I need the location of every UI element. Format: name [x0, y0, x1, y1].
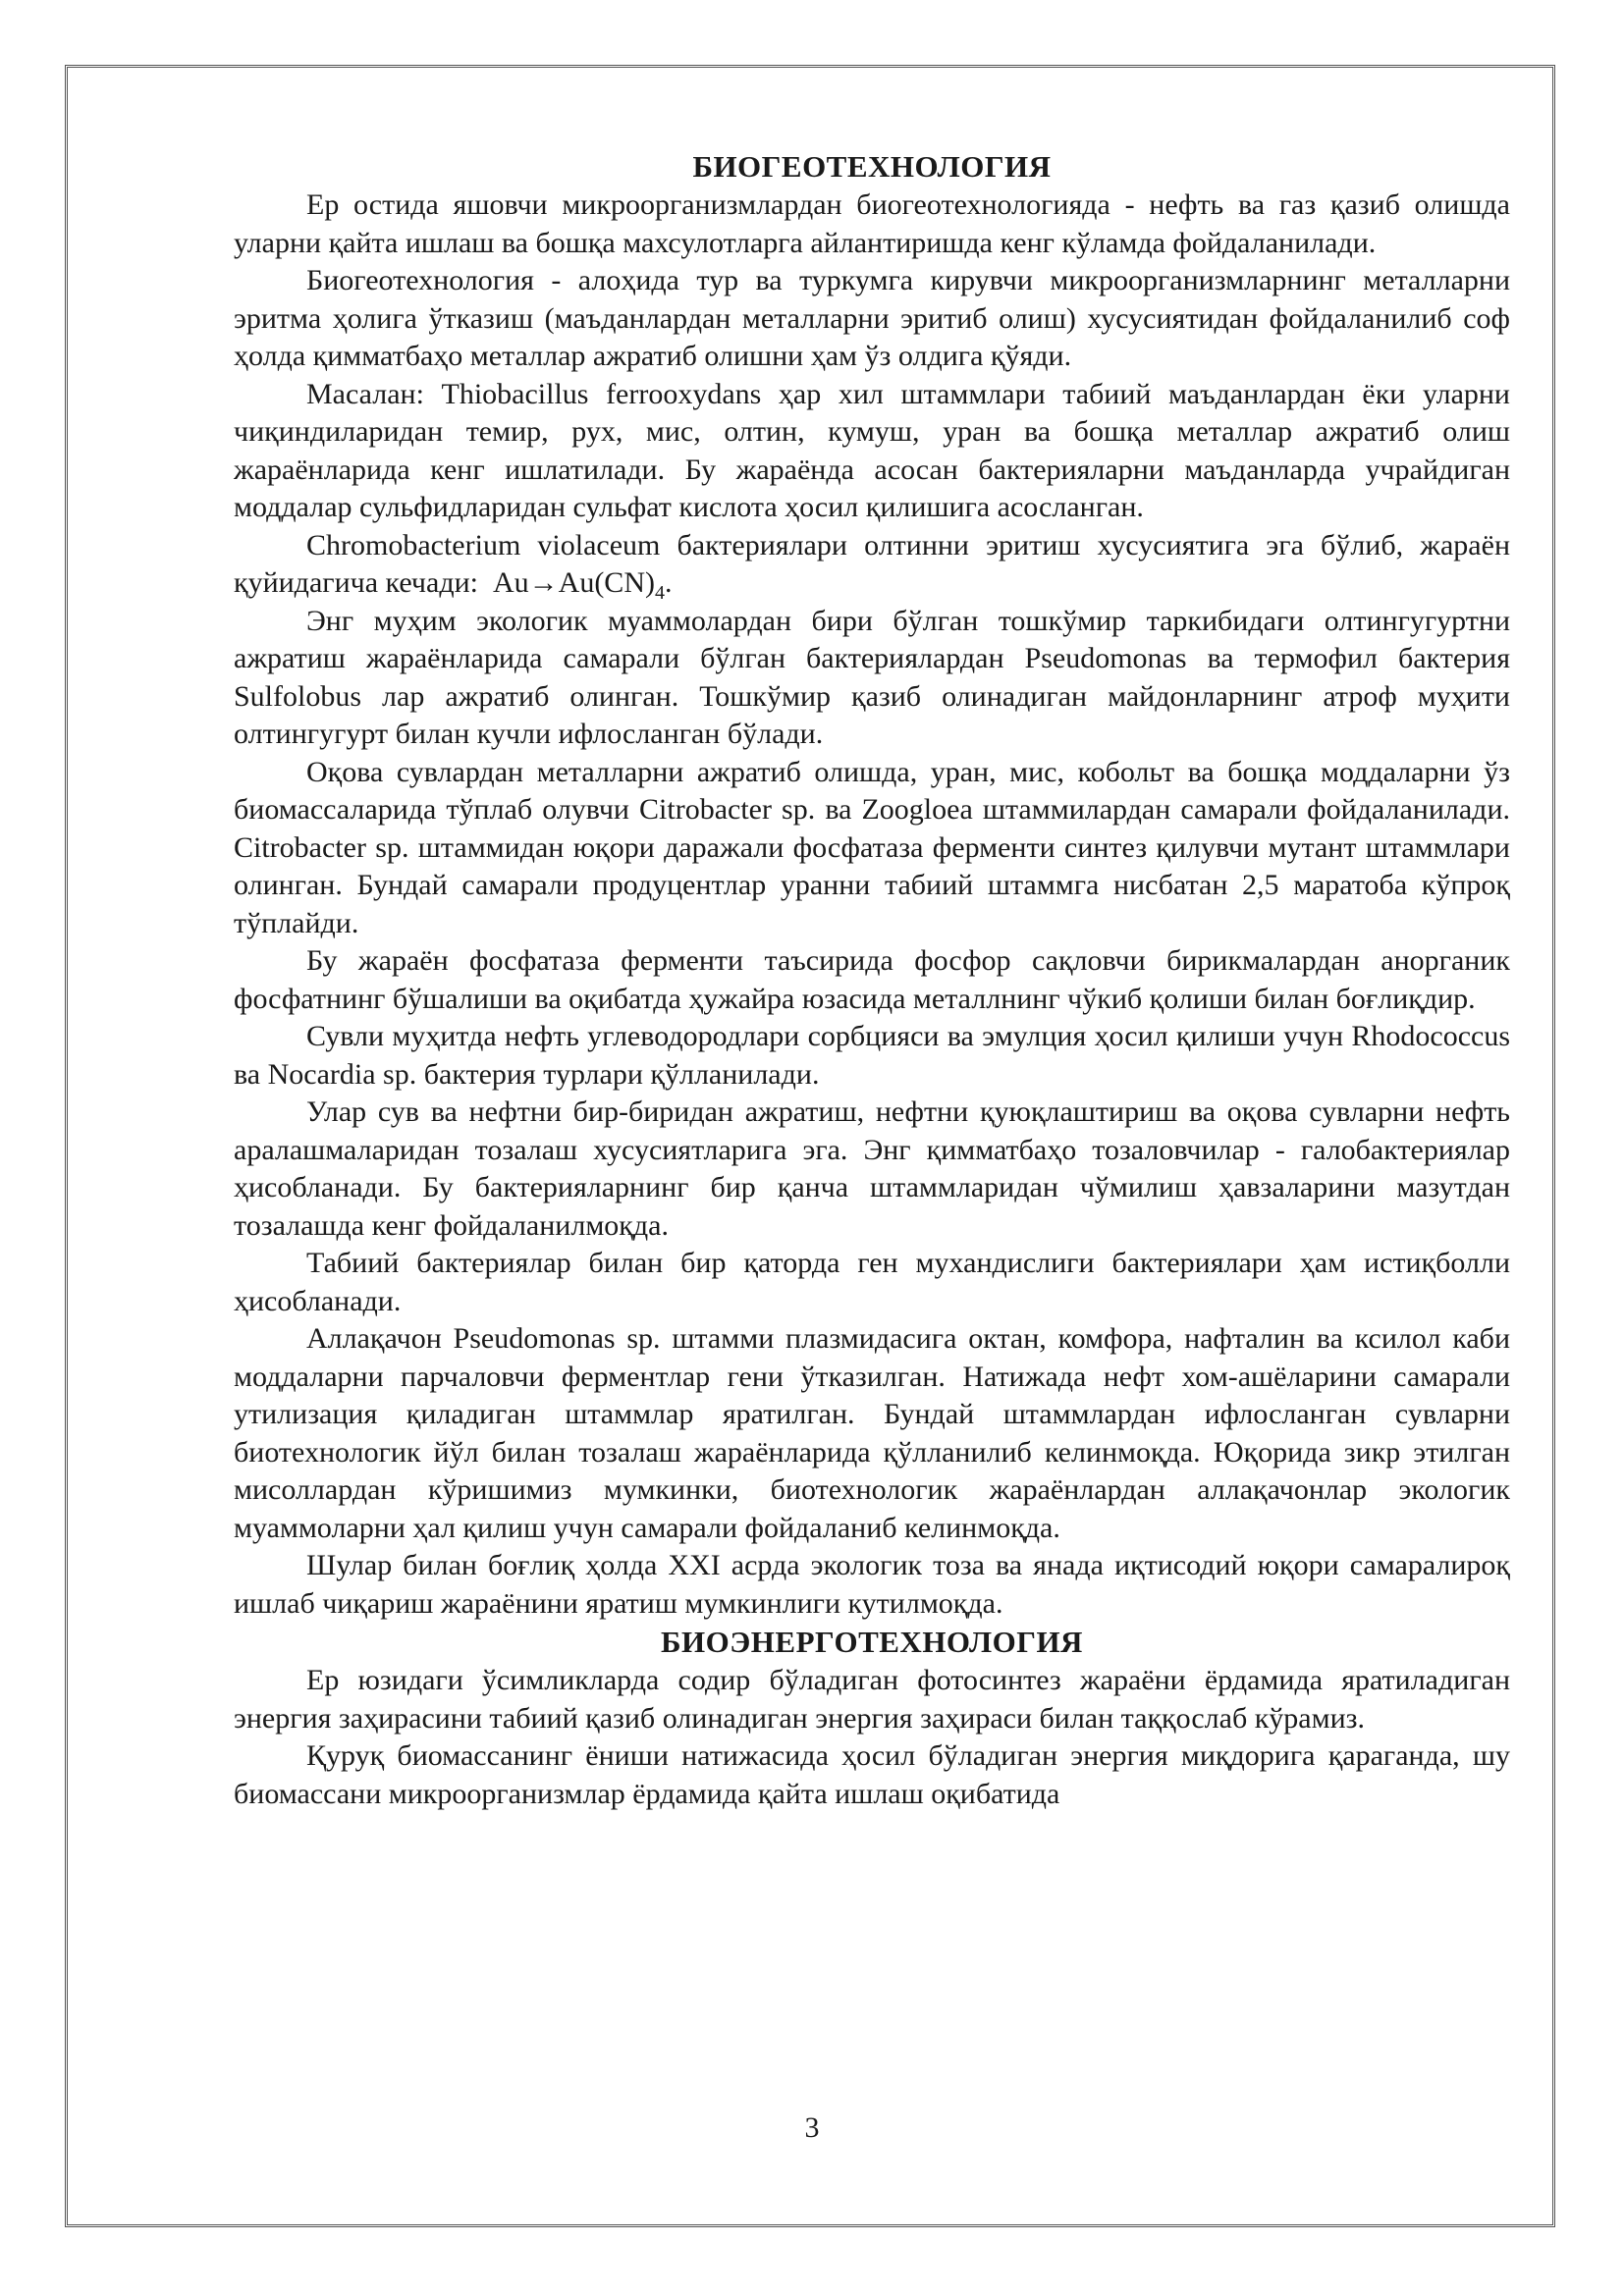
- equation-paragraph-text: Chromobacterium violaceum бактериялари олтинни эритиш хусусиятига эга бўлиб, жараён қуйидагича кечади:: [234, 528, 1510, 599]
- page-number: 3: [804, 2111, 820, 2144]
- section-title-biogeotechnology: БИОГЕОТЕХНОЛОГИЯ: [692, 149, 1052, 184]
- paragraph: Сувли муҳитда нефть углеводородлари сорбцияси ва эмулция ҳосил қилиши учун Rhodococcus ва Nocardia sp. бактерия турлари қўлланилади.: [234, 1020, 1510, 1091]
- paragraph: Ер юзидаги ўсимликларда содир бўладиган фотосинтез жараёни ёрдамида яратиладиган энергия заҳирасини табиий қазиб олинадиган энергия заҳираси билан таққослаб кўрамиз.: [234, 1664, 1510, 1735]
- chemical-equation: [492, 566, 673, 604]
- paragraph: Табиий бактериялар билан бир қаторда ген мухандислиги бактериялари ҳам истиқболли ҳисобланади.: [234, 1247, 1510, 1317]
- equation-paragraph: [234, 527, 1510, 603]
- page-content: [234, 147, 1510, 1813]
- paragraph: Шулар билан боғлиқ ҳолда XXI асрда экологик тоза ва янада иқтисодий юқори самаралироқ ишлаб чиқариш жараёнини яратиш мумкинлиги кутилмоқда.: [234, 1549, 1510, 1620]
- equation-subscript: 4: [654, 582, 665, 604]
- paragraph: Энг муҳим экологик муаммолардан бири бўлган тошкўмир таркибидаги олтингугуртни ажратиш жараёнларида самарали бўлган бактериялардан Pseudomonas ва термофил бактерия Sulfolobus лар ажратиб олинган. Тошкўмир қазиб олинадиган майдонларнинг атроф муҳити олтингугурт билан кучли ифлосланган бўлади.: [234, 604, 1510, 750]
- equation-end: .: [664, 566, 673, 599]
- paragraph: Қуруқ биомассанинг ёниши натижасида ҳосил бўладиган энергия миқдорига қараганда, шу биомассани микроорганизмлар ёрдамида қайта ишлаш оқибатида: [234, 1739, 1510, 1810]
- paragraph: Ер остида яшовчи микроорганизмлардан биогеотехнологияда - нефть ва газ қазиб олишда уларни қайта ишлаш ва бошқа махсулотларга айлантиришда кенг кўламда фойдаланилади.: [234, 188, 1510, 259]
- paragraph: Аллақачон Pseudomonas sp. штамми плазмидасига октан, комфора, нафталин ва ксилол каби моддаларни парчаловчи ферментлар гени ўтказилган. Натижада нефт хом-ашёларини самарали утилизация қиладиган штаммлар яратилган. Бундай штаммлардан ифлосланган сувларни биотехнологик йўл билан тозалаш жараёнларида қўлланилиб келинмоқда. Юқорида зикр этилган мисоллардан кўришимиз мумкинки, биотехнологик жараёнлардан аллақачонлар экологик муаммоларни ҳал қилиш учун самарали фойдаланиб келинмоқда.: [234, 1322, 1510, 1544]
- paragraph: Бу жараён фосфатаза ферменти таъсирида фосфор сақловчи бирикмалардан анорганик фосфатнинг бўшалиши ва оқибатда ҳужайра юзасида металлнинг чўкиб қолиши билан боғлиқдир.: [234, 944, 1510, 1015]
- paragraph: Масалан: Thiobacillus ferrooxydans ҳар хил штаммлари табиий маъданлардан ёки уларни чиқиндиларидан темир, рух, мис, олтин, кумуш, уран ва бошқа металлар ажратиб олиш жараёнларида кенг ишлатилади. Бу жараёнда асосан бактерияларни маъданларда учрайдиган моддалар сульфидларидан сульфат кислота ҳосил қилишига асосланган.: [234, 377, 1510, 523]
- section-title-bioenergotechnology: БИОЭНЕРГОТЕХНОЛОГИЯ: [661, 1625, 1083, 1659]
- paragraph: Биогеотехнология - алоҳида тур ва туркумга кирувчи микроорганизмларнинг металларни эритма ҳолига ўтказиш (маъданлардан металларни эритиб олиш) хусусиятидан фойдаланилиб соф ҳолда қимматбаҳо металлар ажратиб олишни ҳам ўз олдига қўяди.: [234, 264, 1510, 372]
- paragraph: Улар сув ва нефтни бир-биридан ажратиш, нефтни қуюқлаштириш ва оқова сувларни нефть аралашмаларидан тозалаш хусусиятларига эга. Энг қимматбаҳо тозаловчилар - галобактериялар ҳисобланади. Бу бактерияларнинг бир қанча штаммларидан чўмилиш ҳавзаларини мазутдан тозалашда кенг фойдаланилмоқда.: [234, 1095, 1510, 1242]
- equation-main: Au→Au(CN): [492, 566, 655, 599]
- paragraph: Оқова сувлардан металларни ажратиб олишда, уран, мис, кобольт ва бошқа моддаларни ўз биомассаларида тўплаб олувчи Citrobacter sp. ва Zoogloea штаммилардан самарали фойдаланилади. Citrobacter sp. штаммидан юқори даражали фосфатаза ферменти синтез қилувчи мутант штаммлари олинган. Бундай самарали продуцентлар уранни табиий штаммга нисбатан 2,5 маратоба кўпроқ тўплайди.: [234, 755, 1510, 939]
